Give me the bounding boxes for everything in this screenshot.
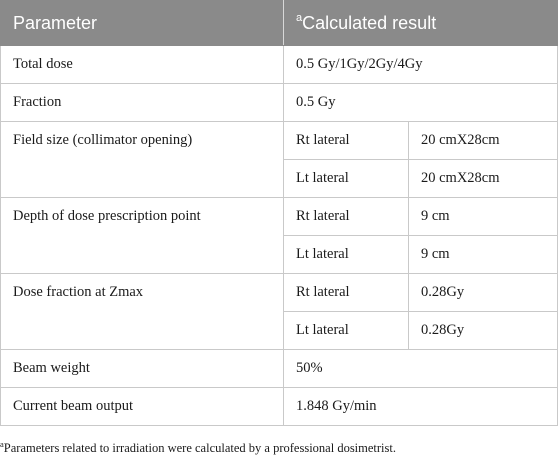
header-calculated-result (284, 1, 558, 46)
table-row (1, 84, 558, 122)
row-label-beam-output: Current beam output (1, 388, 284, 426)
row-value-beam-output: 1.848 Gy/min (284, 388, 558, 426)
dose-fraction-rt-label: Rt lateral (284, 274, 409, 312)
footnote-marker: a (0, 439, 4, 449)
table-row (1, 274, 558, 312)
header-calculated-result-label: Calculated result (302, 12, 437, 33)
depth-rt-label: Rt lateral (284, 198, 409, 236)
row-label-beam-weight: Beam weight (1, 350, 284, 388)
table-row (1, 350, 558, 388)
field-size-rt-value: 20 cmX28cm (409, 122, 558, 160)
row-label-field-size: Field size (collimator opening) (1, 122, 284, 198)
depth-lt-value: 9 cm (409, 236, 558, 274)
dose-fraction-lt-value: 0.28Gy (409, 312, 558, 350)
row-label-depth: Depth of dose prescription point (1, 198, 284, 274)
table-row (1, 388, 558, 426)
field-size-lt-label: Lt lateral (284, 160, 409, 198)
field-size-lt-value: 20 cmX28cm (409, 160, 558, 198)
dose-fraction-rt-value: 0.28Gy (409, 274, 558, 312)
table-row (1, 46, 558, 84)
table-footnote (0, 439, 396, 456)
header-footnote-marker: a (296, 11, 303, 24)
row-label-total-dose: Total dose (1, 46, 284, 84)
depth-rt-value: 9 cm (409, 198, 558, 236)
row-label-fraction: Fraction (1, 84, 284, 122)
row-label-dose-fraction-zmax: Dose fraction at Zmax (1, 274, 284, 350)
row-value-total-dose: 0.5 Gy/1Gy/2Gy/4Gy (284, 46, 558, 84)
row-value-fraction: 0.5 Gy (284, 84, 558, 122)
row-value-beam-weight: 50% (284, 350, 558, 388)
table-row (1, 198, 558, 236)
table-header-row (1, 1, 558, 46)
table-row (1, 122, 558, 160)
depth-lt-label: Lt lateral (284, 236, 409, 274)
header-parameter: Parameter (1, 1, 284, 46)
footnote-text: Parameters related to irradiation were calculated by a professional dosimetrist. (3, 441, 396, 456)
dose-fraction-lt-label: Lt lateral (284, 312, 409, 350)
field-size-rt-label: Rt lateral (284, 122, 409, 160)
